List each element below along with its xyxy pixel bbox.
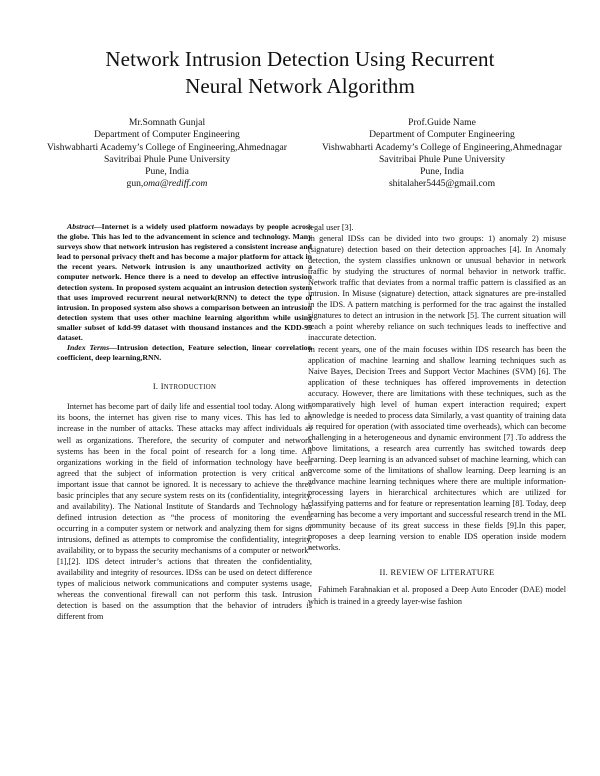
right-paragraph-2: In general IDSs can be divided into two groups: 1) anomaly 2) misuse (signature) detection based on their detection approaches [4]. In Anomaly detection, the system classifies unknown or unusual behavior in network traffic by studying the structures of normal behavior in network traffic. Network traffic that deviates from a normal traffic pattern is classified as an intrusion. In Misuse (signature) detection, attack signatures are pre-installed in the IDS. A pattern matching is performed for the trac against the installed signatures to detect an intrusion in the network [5]. The current situation will reach a point whereby reliance on such techniques leads to ineffective and inaccurate detection. <box>308 234 566 343</box>
author-1-location: Pune, India <box>145 166 189 178</box>
right-column <box>308 222 566 607</box>
author-1-email-suffix: oma@rediff.com <box>143 178 208 190</box>
author-1-name: Mr.Somnath Gunjal <box>128 117 206 128</box>
right-paragraph-1: legal user [3]. <box>308 223 354 232</box>
title-line-2: Neural Network Algorithm <box>185 74 415 98</box>
section-1-title-rest: NTRODUCTION <box>163 384 217 392</box>
literature-paragraph: Fahimeh Farahnakian et al. proposed a Deep Auto Encoder (DAE) model which is trained in a greedy layer-wise fashion <box>308 585 566 606</box>
section-1-title-initial: I <box>160 382 164 392</box>
author-2-university: Savitribai Phule Pune University <box>378 153 506 165</box>
index-terms-lead: Index Terms <box>67 343 110 353</box>
author-2-name: Prof.Guide Name <box>408 117 476 128</box>
author-1-college: Vishwabharti Academy’s College of Engineering,Ahmednagar <box>47 141 287 153</box>
title-line-1: Network Intrusion Detection Using Recurrent <box>105 47 495 71</box>
author-block-1 <box>28 117 306 191</box>
author-2-college: Vishwabharti Academy’s College of Engineering,Ahmednagar <box>322 141 562 153</box>
author-1-email-prefix: gun <box>126 178 141 190</box>
abstract-text: —Internet is a widely used platform nowadays by people across the globe. This has led to the advancement in science and technology. Many surveys show that network intrusion has registered a consistent increase and lead to personal privacy theft and has become a major platform for attack in the recent years. Network intrusion is any unauthorized activity on a computer network. Hence there is a need to develop an effective intrusion detection system. In proposed system acquaint an intrusion detection system that uses improved recurrent neural network(RNN) to detect the type of intrusion. In proposed system also shows a comparison between an intrusion detection system that uses other machine learning algorithm while using smaller subset of kdd-99 dataset with thousand instances and the KDD-99 dataset. <box>57 222 312 343</box>
author-2-department: Department of Computer Engineering <box>369 129 515 141</box>
index-terms-text: —Intrusion detection, Feature selection, linear correlation coefficient, deep learning,RNN. <box>57 343 312 363</box>
author-1-email[interactable]: gun,oma@rediff.com <box>126 178 208 190</box>
author-2-location: Pune, India <box>420 166 464 178</box>
introduction-paragraph: Internet has become part of daily life and essential tool today. Along with its boons, the internet has given rise to many vices. This has led to an increase in the number of attacks. These attacks may affect individuals as well as organizations. Therefore, the security of computer and network systems has been in the focal point of research for a long time. All organizations working in the field of information technology have been agreed that the subject of information protection is very critical and important issue that cannot be ignored. It is necessary to achieve the three basic principles that any secure system rests on its (confidentiality, integrity, and availability). The National Institute of Standards and Technology has defined intrusion detection as “the process of monitoring the events occurring in a computer system or network and analyzing them for signs of intrusions, defined as attempts to compromise the confidentiality, integrity, availability, or to bypass the security mechanisms of a computer or network” [1],[2]. IDS detect intruder’s actions that threaten the confidentiality, availability and integrity of resources. IDSs can be used on detect difference types of malicious network communications and computer systems usage, whereas the conventional firewall can not perform this task. Intrusion detection is based on the assumption that the behavior of intruders is different from <box>57 402 312 622</box>
left-column <box>57 222 312 622</box>
section-heading-literature: II. REVIEW OF LITERATURE <box>379 568 495 578</box>
index-terms <box>57 343 312 363</box>
right-paragraph-3: In recent years, one of the main focuses within IDS research has been the application of machine learning and shallow learning techniques such as Naive Bayes, Decision Trees and Support Vector Machines (SVM) [6]. The application of these techniques has offered improvements in detection accuracy. However, there are limitations with these techniques, such as the comparatively high level of human expert interaction required; expert knowledge is needed to process data Similarly, a vast quantity of training data is required for operation (with associated time overheads), which can become challenging in a heterogeneous and dynamic environment [7] .To address the above limitations, a research area currently has switched towards deep learning. Deep learning is an advanced subset of machine learning, which can overcome some of the limitations of shallow learning. Deep learning is an advance machine learning techniques where there are multiple information-processing layers in hierarchical architectures which are utilized for classifying patterns and for feature or representation learning [8]. Today, deep learning has become a very important and successful research trend in the ML community because of its great success in these fields [9].In this paper, proposes a deep learning version to enable IDS operation inside modern networks. <box>308 344 566 553</box>
section-1-number: I. <box>152 382 159 392</box>
paper-title <box>40 46 560 100</box>
abstract <box>57 222 312 343</box>
abstract-lead: Abstract <box>67 222 94 231</box>
author-1-department: Department of Computer Engineering <box>94 129 240 141</box>
author-1-university: Savitribai Phule Pune University <box>103 153 231 165</box>
author-block-2 <box>302 117 582 191</box>
section-heading-introduction <box>57 381 312 393</box>
author-2-email[interactable]: shitalaher5445@gmail.com <box>388 178 496 190</box>
